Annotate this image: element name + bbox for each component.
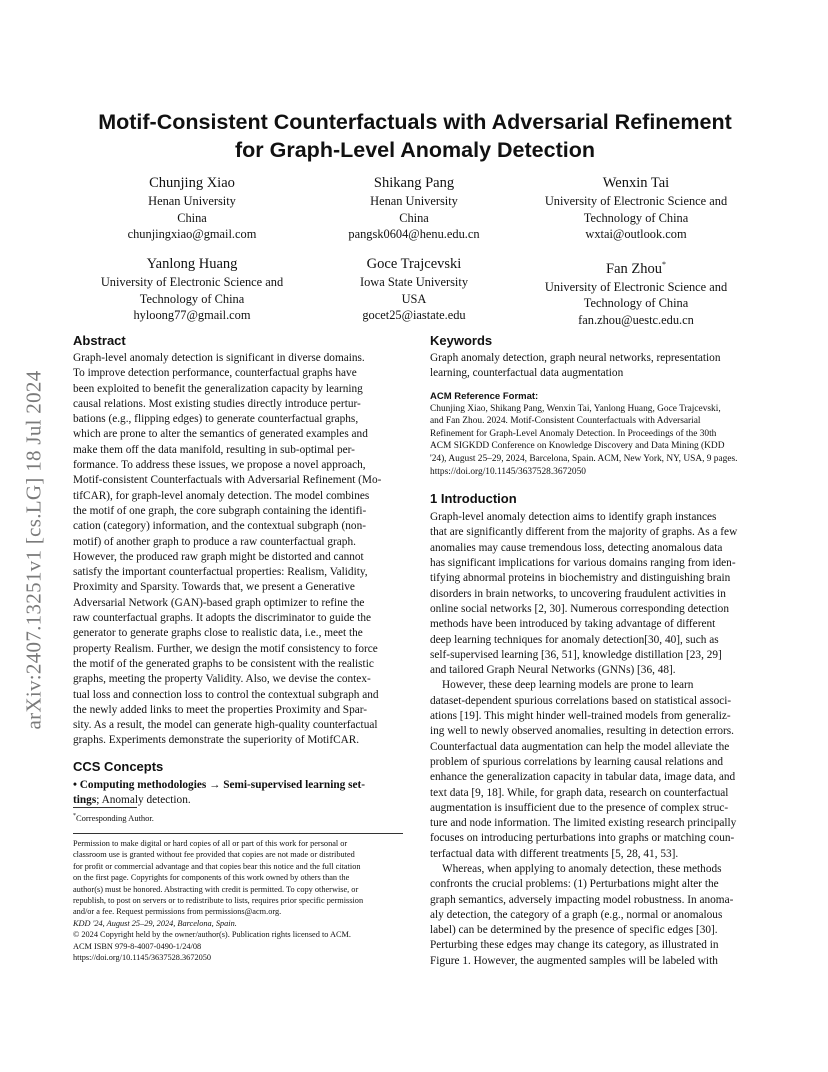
intro-line: deep learning techniques for anomaly detection[30, 40], such as [430, 633, 719, 646]
intro-line: ing well to newly observed anomalies, resulting in detection errors. [430, 725, 734, 738]
ccs-concepts [73, 778, 403, 809]
permission-notice [73, 833, 403, 963]
footnote-text: Corresponding Author. [76, 812, 154, 823]
venue-line: KDD '24, August 25–29, 2024, Barcelona, Spain. [73, 918, 237, 928]
author-email: pangsk0604@henu.edu.cn [348, 227, 480, 241]
author-affiliation: Henan University [148, 194, 236, 208]
author-name: Fan Zhou* [606, 260, 666, 277]
abstract-line: Adversarial Network (GAN)-based graph optimizer to refine the [73, 596, 365, 609]
author-country: Technology of China [139, 291, 245, 306]
intro-line: problem of spurious correlations by learning causal relations and [430, 755, 724, 768]
intro-line: graph semantics, adversely impacting model robustness. In anoma- [430, 893, 734, 906]
abstract-line: which are prone to alter the semantics of generated examples and [73, 428, 368, 441]
abstract-line: Motif-consistent Counterfactuals with Adversarial Refinement (Mo- [73, 474, 382, 487]
doi-link[interactable]: https://doi.org/10.1145/3637528.3672050 [73, 953, 212, 963]
abstract-line: causal relations. Most existing studies directly introduce pertur- [73, 397, 361, 410]
author-name: Wenxin Tai [602, 175, 670, 191]
abstract-body [73, 351, 403, 749]
abstract-line: To improve detection performance, counterfactual graphs have [73, 367, 357, 380]
author-affiliation: University of Electronic Science and [544, 279, 728, 294]
ref-doi-link[interactable]: https://doi.org/10.1145/3637528.3672050 [430, 466, 586, 477]
author-email: chunjingxiao@gmail.com [127, 227, 257, 241]
intro-line: confronts the crucial problems: (1) Perturbations might alter the [430, 878, 719, 891]
intro-line: text data [9, 18]. While, for graph data, research on counterfactual [430, 786, 729, 799]
permission-line: on the first page. Copyrights for components of this work owned by others than the [73, 873, 350, 883]
author-country: Technology of China [583, 296, 689, 311]
intro-line: label) can be determined by the presence of specific edges [30]. [430, 924, 718, 937]
keywords-line: learning, counterfactual data augmentation [430, 367, 624, 380]
intro-line: methods have been introduced by taking advantage of different [430, 618, 716, 631]
footnote-mark: * [73, 813, 76, 819]
author-country: China [399, 210, 429, 225]
permission-line: Permission to make digital or hard copies of all or part of this work for personal or [73, 839, 348, 848]
intro-line: self-supervised learning [36, 51], knowledge distillation [23, 29] [430, 648, 722, 661]
intro-line: aly detection, the category of a graph (e.g., normal or anomalous [430, 908, 723, 921]
ref-line: and Fan Zhou. 2024. Motif-Consistent Counterfactuals with Adversarial [430, 416, 701, 427]
author-block [506, 174, 766, 243]
author-name: Yanlong Huang [146, 256, 238, 272]
abstract-heading: Abstract [73, 333, 126, 348]
abstract-line: cation (category) information, and the contextual subgraph (non- [73, 520, 366, 533]
ref-line: ACM SIGKDD Conference on Knowledge Discovery and Data Mining (KDD [430, 441, 725, 452]
intro-line: Figure 1. However, the augmented samples will be labeled with [430, 954, 718, 967]
abstract-line: raw counterfactual graphs. It adopts the discriminator to guide the [73, 612, 372, 625]
abstract-line: make them off the data manifold, resulting in sub-optimal per- [73, 443, 355, 456]
intro-line: disorders in brain networks, to uncovering fraudulent activities in [430, 587, 726, 600]
intro-line: focuses on introducing perturbations into graphs or matching coun- [430, 832, 735, 845]
intro-line: anomalies may cause tremendous loss, detecting anomalous data [430, 541, 723, 554]
intro-line: tifying abnormal proteins in biochemistry and distinguishing brain [430, 572, 731, 585]
author-email: wxtai@outlook.com [585, 227, 687, 241]
ref-format-heading: ACM Reference Format: [430, 390, 539, 402]
abstract-line: generator to generate graphs close to realistic data, i.e., meet the [73, 627, 363, 640]
author-affiliation: Henan University [370, 194, 458, 208]
intro-line: augmentation is insufficient due to the presence of complex struc- [430, 801, 729, 814]
author-affiliation: Iowa State University [359, 275, 469, 289]
abstract-line: motif) of another graph to produce a raw counterfactual graph. [73, 535, 356, 548]
isbn-line: ACM ISBN 979-8-4007-0490-1/24/08 [73, 941, 202, 951]
abstract-line: tifCAR), for graph-level anomaly detection. The model combines [73, 489, 370, 502]
intro-line: enhance the generalization capacity in tabular data, image data, and [430, 771, 736, 784]
permission-line: classroom use is granted without fee provided that copies are not made or distributed [73, 850, 355, 860]
permission-line: and/or a fee. Request permissions from permissions@acm.org. [73, 907, 282, 917]
abstract-line: the motif of the generated graphs to be consistent with the realistic [73, 657, 374, 670]
author-affiliation: University of Electronic Science and [100, 275, 284, 289]
footnote [73, 811, 154, 824]
intro-line: dataset-dependent spurious correlations based on statistical associ- [430, 694, 732, 707]
intro-line: Whereas, when applying to anomaly detection, these methods [442, 862, 722, 875]
keywords-line: Graph anomaly detection, graph neural networks, representation [430, 352, 721, 364]
author-name: Chunjing Xiao [149, 175, 235, 191]
ref-line: Refinement for Graph-Level Anomaly Detection. In Proceedings of the 30th [430, 428, 717, 439]
author-email: gocet25@iastate.edu [362, 308, 466, 322]
arxiv-stamp [4, 300, 64, 800]
intro-line: that are significantly different from the majority of graphs. As a few [430, 526, 738, 539]
intro-heading: 1 Introduction [430, 491, 517, 507]
keywords-heading: Keywords [430, 333, 493, 348]
intro-line: and tailored Graph Neural Networks (GNNs) [36, 48]. [430, 664, 676, 677]
left-column [73, 332, 403, 808]
paper-title [60, 108, 770, 164]
ccs-heading: CCS Concepts [73, 758, 164, 774]
ccs-line: tings; Anomaly detection. [73, 794, 191, 807]
intro-line: Counterfactual data augmentation can help the model alleviate the [430, 740, 730, 753]
permission-line: author(s) must be honored. Abstracting with credit is permitted. To copy otherwise, or [73, 884, 359, 894]
abstract-line: graphs, meeting the property Validity. Also, we devise the contex- [73, 673, 371, 686]
intro-line: terfactual data with different treatments [5, 28, 41, 53]. [430, 847, 679, 860]
intro-line: online social networks [2, 30]. Numerous corresponding detection [430, 602, 729, 615]
author-email: fan.zhou@uestc.edu.cn [578, 312, 694, 327]
intro-line: ture and node information. The limited existing research principally [430, 817, 737, 830]
permission-line: for profit or commercial advantage and that copies bear this notice and the full citation [73, 861, 361, 871]
arxiv-id: arXiv:2407.13251v1 [cs.LG] 18 Jul 2024 [21, 370, 46, 730]
copyright-line: © 2024 Copyright held by the owner/author(s). Publication rights licensed to ACM. [73, 930, 351, 940]
author-block [284, 174, 544, 243]
keywords [430, 351, 760, 382]
intro-line: has significant implications for various domains ranging from iden- [430, 557, 736, 570]
abstract-line: sity. As a result, the model can generate high-quality counterfactual [73, 719, 378, 732]
author-block [62, 174, 322, 243]
abstract-line: property Realism. Further, we design the motif consistency to force [73, 642, 378, 655]
intro-line: Graph-level anomaly detection aims to identify graph instances [430, 511, 717, 524]
abstract-line: the newly added links to meet the properties Proximity and Spar- [73, 703, 368, 716]
abstract-line: bations (e.g., flipping edges) to generate counterfactual graphs, [73, 413, 359, 426]
author-country: China [177, 210, 207, 225]
abstract-line: been exploited to benefit the generalization capacity by learning [73, 382, 363, 395]
abstract-line: Graph-level anomaly detection is significant in diverse domains. [73, 352, 365, 364]
permission-line: republish, to post on servers or to redistribute to lists, requires prior specific permission [73, 896, 364, 906]
author-email: hyloong77@gmail.com [133, 308, 251, 322]
author-block [284, 255, 544, 324]
author-name: Shikang Pang [373, 175, 455, 191]
reference-format [430, 403, 760, 479]
author-block [62, 255, 322, 324]
abstract-line: However, the produced raw graph might be distorted and cannot [73, 550, 364, 563]
author-country: USA [401, 291, 427, 306]
ccs-line: • Computing methodologies → Semi-supervised learning set- [73, 778, 366, 791]
author-country: Technology of China [583, 210, 689, 225]
abstract-line: tual loss and connection loss to control the contextual subgraph and [73, 688, 379, 701]
abstract-line: Proximity and Sparsity. Towards that, we present a Generative [73, 581, 355, 594]
title-line: Motif-Consistent Counterfactuals with Adversarial Refinement [98, 110, 732, 134]
abstract-line: satisfy the important counterfactual properties: Realism, Validity, [73, 566, 368, 579]
title-line: for Graph-Level Anomaly Detection [235, 138, 595, 162]
right-column [430, 332, 760, 969]
intro-line: However, these deep learning models are prone to learn [442, 679, 694, 692]
intro-body [430, 510, 760, 969]
abstract-line: the motif of one graph, the core subgraph containing the identifi- [73, 504, 367, 517]
ref-line: Chunjing Xiao, Shikang Pang, Wenxin Tai, Yanlong Huang, Goce Trajcevski, [430, 403, 721, 414]
author-affiliation: University of Electronic Science and [544, 194, 728, 208]
ref-line: '24), August 25–29, 2024, Barcelona, Spain. ACM, New York, NY, USA, 9 pages. [430, 453, 738, 464]
footnote-rule [73, 807, 137, 808]
author-name: Goce Trajcevski [366, 256, 462, 272]
abstract-line: formance. To address these issues, we propose a novel approach, [73, 459, 366, 472]
intro-line: Perturbing these edges may change its category, as illustrated in [430, 939, 719, 952]
abstract-line: graphs. Experiments demonstrate the superiority of MotifCAR. [73, 734, 360, 747]
author-block [506, 255, 766, 328]
author-footnote-mark: * [661, 260, 666, 269]
intro-line: ations [19]. This might hinder well-trained models from generaliz- [430, 710, 731, 723]
